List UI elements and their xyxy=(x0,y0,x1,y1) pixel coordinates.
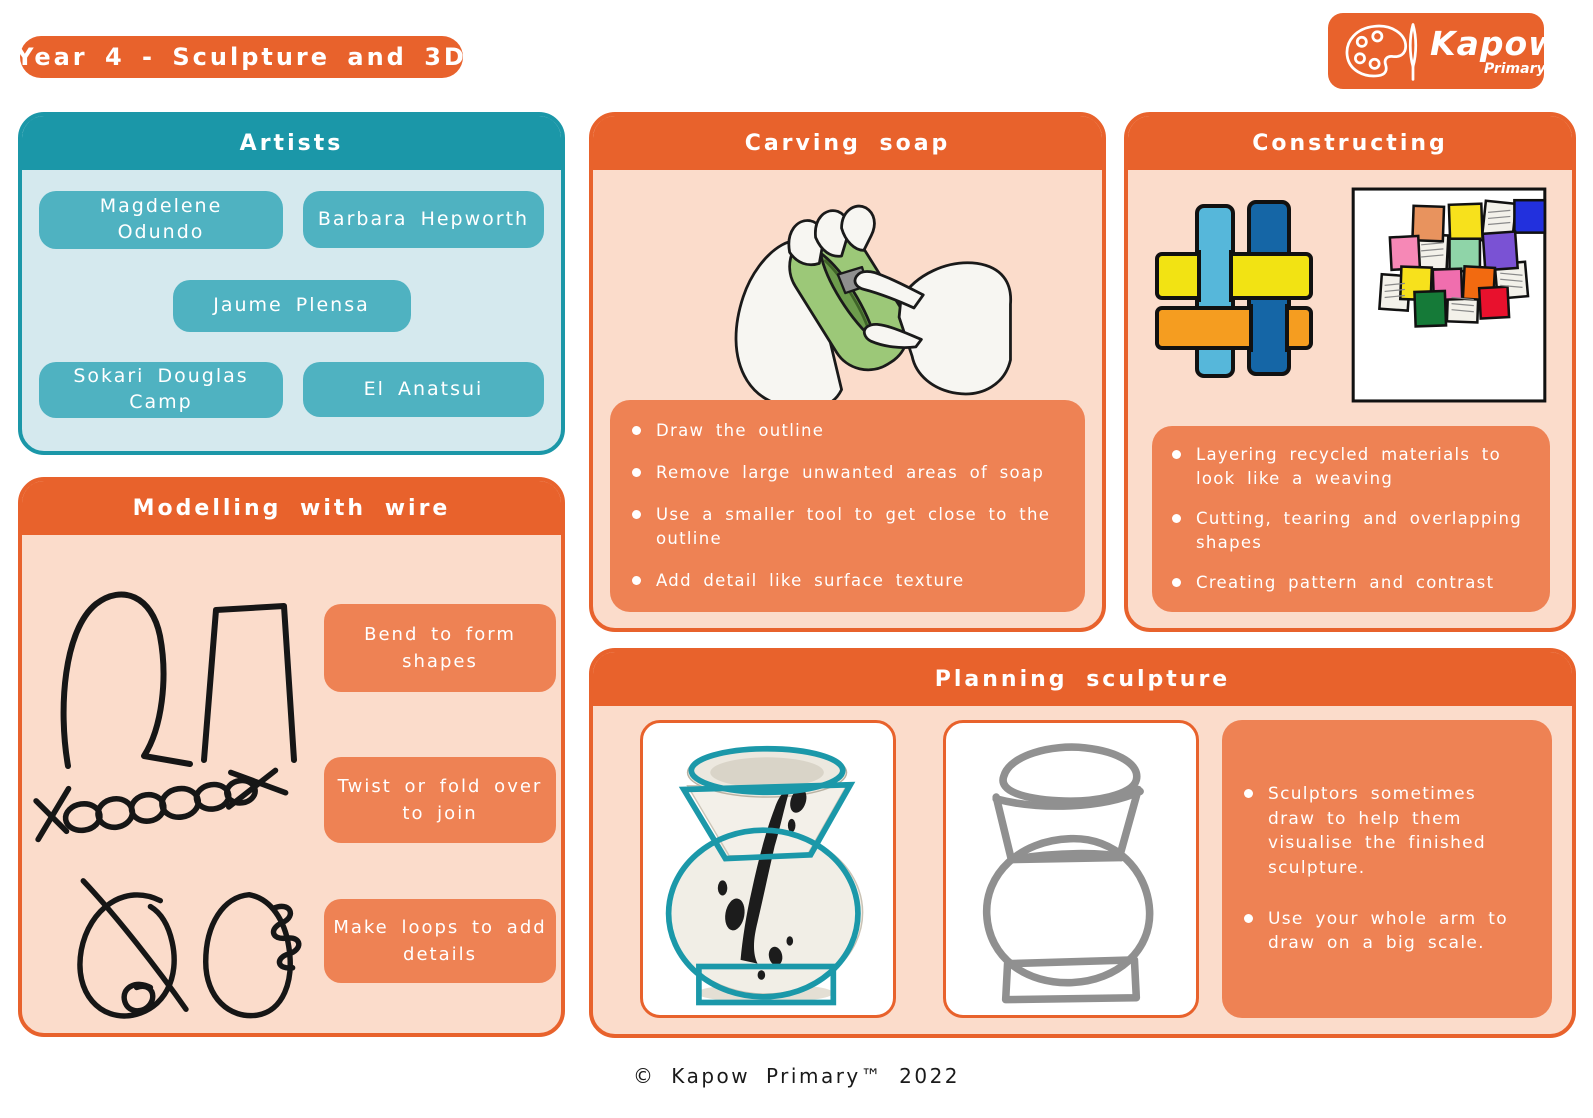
bullet-text: Sculptors sometimes draw to help them visualise the finished sculpture. xyxy=(1268,784,1486,878)
bullet-text: Use your whole arm to draw on a big scale. xyxy=(1268,908,1508,954)
bullet-text: Use a smaller tool to get close to the outline xyxy=(656,505,1051,548)
bullet-dot xyxy=(632,426,641,435)
logo-wordmark xyxy=(1430,23,1560,77)
bullet-text: Creating pattern and contrast xyxy=(1196,572,1495,592)
bullet-item xyxy=(632,569,1063,593)
bullet-dot xyxy=(1172,450,1181,459)
bullet-item xyxy=(1244,907,1530,956)
wire-label-loops xyxy=(324,899,556,983)
constructing-header xyxy=(1128,116,1572,170)
artist-pill-magdelene-odundo xyxy=(39,191,283,249)
bullet-dot xyxy=(632,576,641,585)
wire-label-twist xyxy=(324,757,556,843)
bullet-item xyxy=(1172,507,1530,555)
bullet-item xyxy=(632,419,1063,443)
artists-panel-title: Artists xyxy=(239,130,344,156)
artist-pill-jaume-plensa xyxy=(173,280,411,332)
vase-photo-card xyxy=(640,720,896,1018)
bullet-dot xyxy=(632,510,641,519)
wire-arch-shapes-illustration xyxy=(54,573,304,783)
vase-photo-with-overlays xyxy=(647,727,889,1011)
page-title: Year 4 - Sculpture and 3D xyxy=(16,43,467,71)
kapow-logo xyxy=(1328,13,1560,89)
modelling-with-wire-header xyxy=(22,481,561,535)
modelling-with-wire-panel xyxy=(18,477,565,1037)
constructing-title: Constructing xyxy=(1252,130,1448,156)
bullet-item xyxy=(1244,782,1530,881)
bullet-dot xyxy=(1172,514,1181,523)
bullet-text: Layering recycled materials to look like a weaving xyxy=(1196,445,1501,489)
footer xyxy=(0,1064,1593,1088)
vase-sketch-card xyxy=(943,720,1199,1018)
wire-label-bend xyxy=(324,604,556,692)
artists-panel-header xyxy=(22,116,561,170)
modelling-with-wire-title: Modelling with wire xyxy=(132,495,451,521)
bullet-item xyxy=(1172,571,1530,595)
planning-sculpture-panel xyxy=(589,648,1576,1038)
bullet-dot xyxy=(1244,789,1253,798)
artist-name: Jaume Plensa xyxy=(213,294,370,317)
bullet-text: Draw the outline xyxy=(656,421,825,441)
artist-pill-sokari-douglas-camp xyxy=(39,362,283,418)
artist-pill-barbara-hepworth xyxy=(303,191,544,248)
artist-name: El Anatsui xyxy=(363,377,484,400)
planning-sculpture-header xyxy=(593,652,1572,706)
carving-soap-panel xyxy=(589,112,1106,632)
collage-illustration xyxy=(1350,186,1548,404)
artist-name: Magdelene Odundo xyxy=(99,195,223,243)
wire-loops-illustration xyxy=(64,871,304,1029)
soap-carving-illustration xyxy=(679,178,1019,410)
copyright-text: © Kapow Primary™ 2022 xyxy=(632,1064,961,1088)
page-title-banner xyxy=(16,36,467,78)
planning-bullets-box xyxy=(1222,720,1552,1018)
bullet-text: Add detail like surface texture xyxy=(656,570,965,590)
planning-sculpture-title: Planning sculpture xyxy=(934,666,1231,692)
bullet-text: Cutting, tearing and overlapping shapes xyxy=(1196,509,1523,552)
artist-pill-el-anatsui xyxy=(303,362,544,417)
artists-panel xyxy=(18,112,565,455)
twisted-wire-illustration xyxy=(30,759,314,863)
constructing-bullets-box xyxy=(1152,426,1550,612)
artist-name: Sokari Douglas Camp xyxy=(73,365,249,413)
bullet-dot xyxy=(632,468,641,477)
wire-label-text: Twist or fold over to join xyxy=(337,776,543,824)
carving-soap-header xyxy=(593,116,1102,170)
logo-subbrand: Primary™ xyxy=(1484,60,1560,77)
woven-strips-illustration xyxy=(1154,196,1316,386)
bullet-dot xyxy=(1172,578,1181,587)
logo-brand: Kapow xyxy=(1430,23,1560,63)
bullet-text: Remove large unwanted areas of soap xyxy=(656,463,1045,483)
wire-label-text: Make loops to add details xyxy=(333,917,547,965)
wire-label-text: Bend to form shapes xyxy=(364,624,516,672)
carving-soap-title: Carving soap xyxy=(744,130,951,156)
bullet-item xyxy=(1172,443,1530,491)
constructing-panel xyxy=(1124,112,1576,632)
bullet-item xyxy=(632,503,1063,551)
bullet-item xyxy=(632,461,1063,485)
palette-and-paintbrush-icon xyxy=(1338,19,1424,83)
carving-soap-bullets-box xyxy=(610,400,1085,612)
vase-pencil-sketch xyxy=(950,727,1192,1011)
bullet-dot xyxy=(1244,914,1253,923)
artist-name: Barbara Hepworth xyxy=(317,207,530,230)
